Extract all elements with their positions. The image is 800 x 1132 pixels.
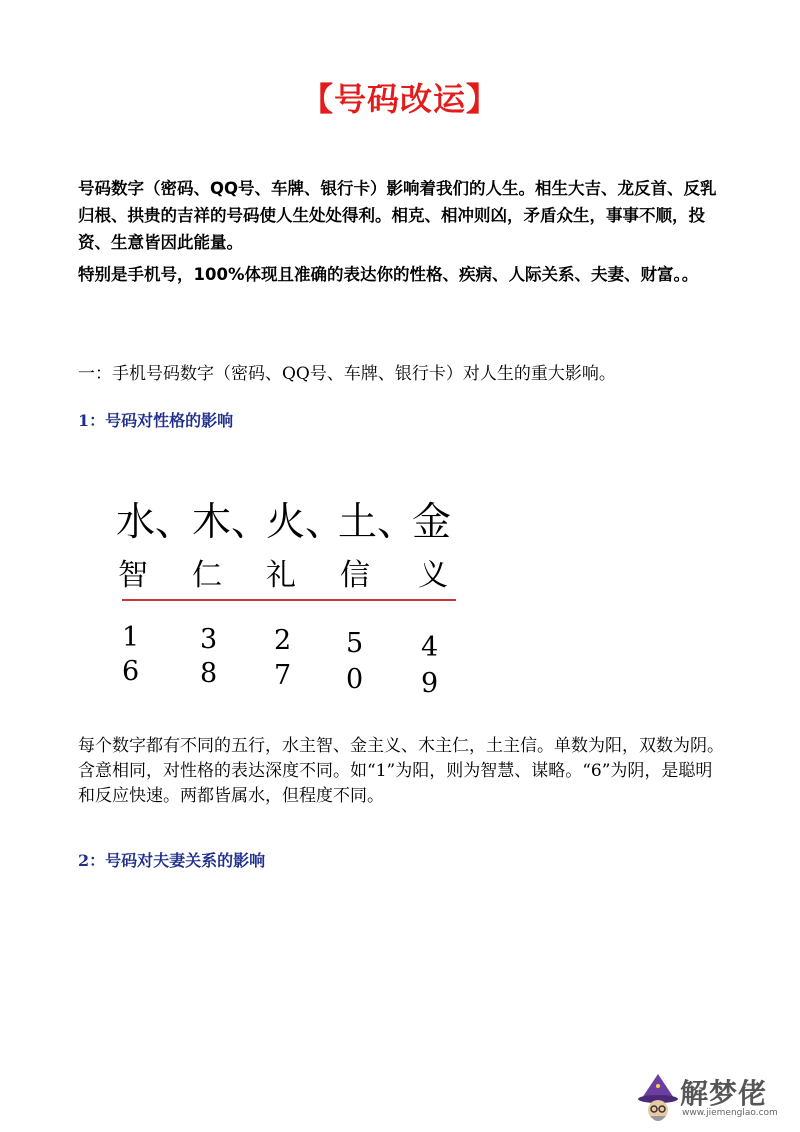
digit: 9 (421, 668, 439, 699)
page-title: 【号码改运】 (300, 80, 499, 118)
subheading-marriage (78, 848, 265, 871)
wizard-icon (634, 1072, 682, 1128)
divider-line (122, 599, 456, 601)
subheading-number: 1 (78, 411, 90, 430)
virtue-trust: 信 (340, 558, 370, 593)
description-paragraph: 每个数字都有不同的五行，水主智、金主义、木主仁，土主信。单数为阳，双数为阴。含意相同，对性格的表达深度不同。如“1”为阳，则为智慧、谋略。“6”为阴，是聪明和反应快速。两都皆属水，但程度不同。 (78, 736, 724, 806)
subheading-personality (78, 408, 233, 431)
digit: 4 (421, 632, 439, 663)
digit: 6 (122, 656, 140, 687)
element-water: 水、 (116, 500, 195, 545)
virtue-righteousness: 义 (418, 558, 448, 593)
virtue-propriety: 礼 (266, 558, 296, 593)
watermark-url: www.jiemenglao.com (682, 1108, 778, 1118)
element-metal: 金 (412, 500, 452, 545)
digit: 5 (346, 628, 364, 659)
digit: 7 (274, 660, 292, 691)
subheading-number: 2 (78, 851, 90, 870)
watermark-brand: 解梦佬 (680, 1077, 768, 1110)
element-wood: 木、 (192, 500, 271, 545)
digit: 2 (274, 625, 292, 656)
intro-paragraph-2: 特别是手机号，100%体现且准确的表达你的性格、疾病、人际关系、夫妻、财富。。 (78, 265, 699, 284)
intro-paragraph-1: 号码数字（密码、QQ号、车牌、银行卡）影响着我们的人生。相生大吉、龙反首、反乳归根、拱贵的吉祥的号码使人生处处得利。相克、相冲则凶，矛盾众生，事事不顺，投资、生意皆因此能量。 (78, 179, 717, 252)
digit: 0 (346, 664, 364, 695)
subheading-text: ：号码对夫妻关系的影响 (89, 851, 266, 870)
virtue-wisdom: 智 (118, 558, 148, 593)
subheading-text: ：号码对性格的影响 (89, 411, 234, 430)
element-fire: 火、 (266, 500, 345, 545)
section-heading: 一：手机号码数字（密码、QQ号、车牌、银行卡）对人生的重大影响。 (78, 364, 616, 384)
element-earth: 土、 (338, 500, 417, 545)
virtue-benevolence: 仁 (192, 558, 222, 593)
digit: 8 (200, 658, 218, 689)
digit: 3 (200, 624, 218, 655)
digit: 1 (122, 622, 140, 653)
